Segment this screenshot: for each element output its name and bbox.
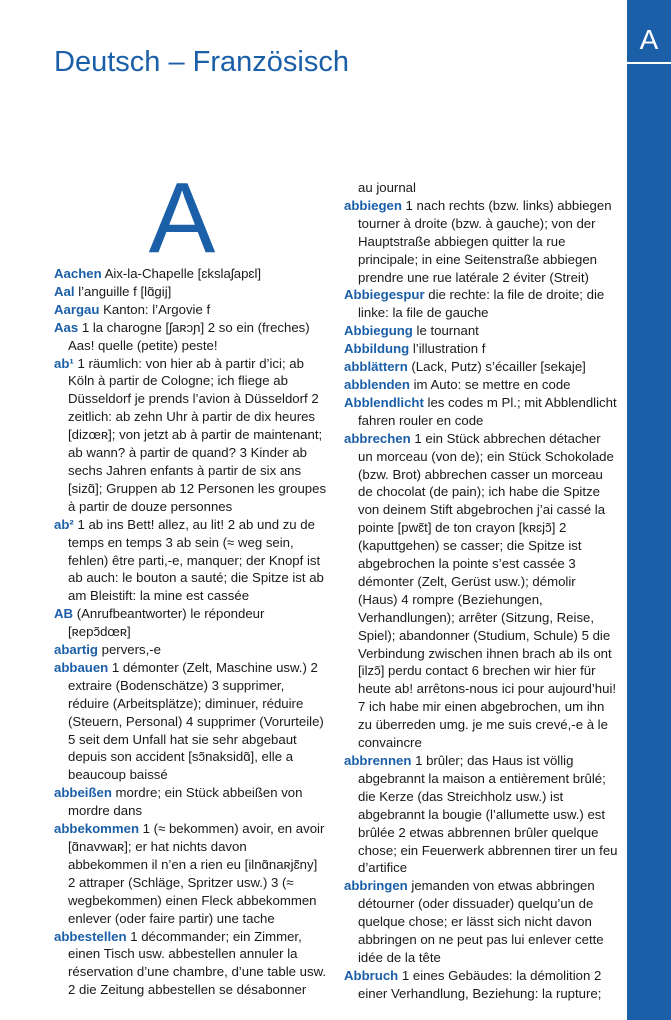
dictionary-entry	[344, 322, 618, 340]
headword: Aas	[54, 319, 79, 335]
dictionary-entry	[344, 340, 618, 358]
entry-definition: 1 eines Gebäudes: la démolition 2 einer Verhandlung, Beziehung: la rupture;	[358, 967, 602, 1001]
dictionary-entry	[344, 197, 618, 287]
entry-definition: (Anrufbeantworter) le répondeur [ʀepɔ̃dœʀ]	[68, 606, 265, 640]
entry-definition: 1 décommander; ein Zimmer, einen Tisch usw. abbestellen annuler la réservation d’une chambre, d’une table usw. 2 die Zeitung abbestellen se désabonner	[68, 928, 327, 998]
dictionary-entry	[54, 659, 328, 784]
entry-definition: jemanden von etwas abbringen détourner (oder dissuader) quelqu’un de quelque chose; er lässt sich nicht davon abbringen on ne peut pas lui enlever cette idée de la tête	[358, 878, 604, 965]
dictionary-entry	[54, 319, 328, 355]
entry-definition: die rechte: la file de droite; die linke: la file de gauche	[358, 287, 605, 321]
entry-definition: 1 ein Stück abbrechen détacher un morceau (von de); ein Stück Schokolade (bzw. Brot) abbrechen casser un morceau de chocolat (de pain); ich habe die Spitze von deinem Stift abgebrochen j’ai cassé la pointe [pwɛ̃t] de ton crayon [kʀɛjɔ̃] 2 (kaputtgehen) se casser; die Spitze ist abgebrochen la pointe s’est cassée 3 démonter (Zelt, Gerüst usw.); démolir (Haus) 4 rompre (Beziehungen, Verhandlungen); arrêter (Sitzung, Reise, Spiel); abandonner (Studium, Schule) 5 die Verbindung zwischen ihnen brach ab ils ont [ilzɔ̃] perdu contact 6 brechen wir hier für heute ab! arrêtons-nous ici pour aujourd’hui! 7 ich habe mir einen abgebrochen, um ihn zu überreden umg. je me suis crevé,-e à le convaincre	[358, 430, 617, 751]
headword: abbrechen	[344, 430, 411, 446]
entry-definition: l’anguille f [lɑ̃gij]	[74, 283, 172, 299]
entry-definition: mordre; ein Stück abbeißen von mordre dans	[68, 785, 303, 819]
headword: Aargau	[54, 301, 100, 317]
dictionary-entry	[54, 928, 328, 1000]
dictionary-entry	[54, 820, 328, 927]
entry-definition: (Lack, Putz) s’écailler [sekaje]	[407, 359, 586, 375]
entry-definition: l’illustration f	[409, 341, 486, 357]
dictionary-entry	[344, 752, 618, 877]
headword: Aachen	[54, 266, 102, 281]
headword: Abblendlicht	[344, 394, 424, 410]
page-title: Deutsch – Französisch	[54, 46, 349, 78]
headword: ab¹	[54, 355, 74, 371]
entry-definition: les codes m Pl.; mit Abblendlicht fahren rouler en code	[358, 394, 617, 428]
headword: abblättern	[344, 359, 408, 375]
headword: Abbiegung	[344, 323, 413, 339]
headword: Abbildung	[344, 341, 410, 357]
entry-definition: Kanton: l’Argovie f	[99, 301, 211, 317]
right-column	[344, 179, 618, 1003]
entry-definition: 1 la charogne [ʃaʀɔɲ] 2 so ein (freches) Aas! quelle (petite) peste!	[68, 319, 310, 353]
dictionary-entry	[54, 301, 328, 319]
dictionary-entry	[344, 376, 618, 394]
dictionary-entry	[344, 358, 618, 376]
dictionary-entry	[54, 605, 328, 641]
entry-definition: 1 (≈ bekommen) avoir, en avoir [ɑ̃navwaʀ]; er hat nichts davon abbekommen il n’en a rien eu [ilnɑ̃naʀjɛ̃ny] 2 attraper (Schläge, Spritzer usw.) 3 (≈ wegbekommen) einen Fleck abbekommen enlever (oder faire partir) une tache	[68, 821, 325, 926]
dictionary-entry	[344, 967, 618, 1003]
headword: AB	[54, 606, 74, 622]
entry-definition: im Auto: se mettre en code	[409, 376, 571, 392]
headword: abbeißen	[54, 785, 112, 801]
right-column-entries	[344, 197, 618, 1003]
headword: abbringen	[344, 878, 408, 894]
dictionary-entry	[54, 516, 328, 606]
dictionary-entry	[54, 355, 328, 516]
headword: abartig	[54, 642, 98, 658]
dictionary-entry	[344, 286, 618, 322]
headword: Aal	[54, 283, 75, 299]
left-column	[54, 265, 328, 999]
entry-definition: 1 ab ins Bett! allez, au lit! 2 ab und zu de temps en temps 3 ab sein (≈ weg sein, fehlen) être parti,-e, manquer; der Knopf ist ab auch: le bouton a sauté; die Spitze ist ab am Bleistift: la mine est cassée	[68, 516, 324, 604]
dictionary-entry	[54, 283, 328, 301]
entry-definition: Aix-la-Chapelle [ɛkslaʃapɛl]	[101, 266, 262, 281]
headword: ab²	[54, 516, 74, 532]
entry-definition: 1 démonter (Zelt, Maschine usw.) 2 extraire (Bodenschätze) 3 supprimer, réduire (Arbeitsplätze); diminuer, réduire (Steuern, Personal) 4 supprimer (Vorurteile) 5 seit dem Unfall hat sie sehr abgebaut depuis son accident [sɔ̃naksidɑ̃], elle a beaucoup baissé	[68, 659, 324, 783]
headword: abblenden	[344, 376, 410, 392]
dictionary-entry	[344, 430, 618, 752]
section-letter: A	[148, 162, 216, 274]
headword: abbekommen	[54, 821, 140, 837]
dictionary-entry	[344, 877, 618, 967]
headword: abbauen	[54, 659, 109, 675]
side-letter-tab	[627, 0, 671, 1020]
dictionary-entry	[344, 394, 618, 430]
headword: abbrennen	[344, 753, 412, 768]
entry-definition: 1 nach rechts (bzw. links) abbiegen tourner à droite (bzw. à gauche); von der Hauptstraße abbiegen quitter la rue principale; in eine Seitenstraße abbiegen prendre une rue latérale 2 éviter (Streit)	[358, 197, 612, 285]
dictionary-entry	[54, 641, 328, 659]
entry-definition: le tournant	[412, 323, 479, 339]
continuation-text: au journal	[358, 180, 416, 195]
headword: Abbiegespur	[344, 287, 425, 303]
headword: abbestellen	[54, 928, 127, 944]
side-tab-letter: A	[627, 18, 671, 64]
entry-definition: pervers,-e	[97, 642, 161, 658]
dictionary-entry	[54, 265, 328, 283]
headword: abbiegen	[344, 197, 402, 213]
entry-definition: 1 räumlich: von hier ab à partir d’ici; ab Köln à partir de Cologne; ich fliege ab Düsseldorf je prends l’avion à Düsseldorf 2 zeitlich: ab zehn Uhr à partir de dix heures [dizœʀ]; von jetzt ab à partir de maintenant; ab wann? à partir de quand? 3 Kinder ab sechs Jahren enfants à partir de six ans [sizɑ̃]; Gruppen ab 12 Personen les groupes à partir de douze personnes	[68, 355, 327, 514]
entry-definition: 1 brûler; das Haus ist völlig abgebrannt la maison a entièrement brûlé; die Kerze (das Streichholz usw.) ist abgebrannt la bougie (l’allumette usw.) est brûlée 2 etwas abbrennen brûler quelque chose; ein Feuerwerk abbrennen tirer un feu d’artifice	[358, 753, 618, 876]
headword: Abbruch	[344, 967, 399, 983]
dictionary-entry	[54, 784, 328, 820]
